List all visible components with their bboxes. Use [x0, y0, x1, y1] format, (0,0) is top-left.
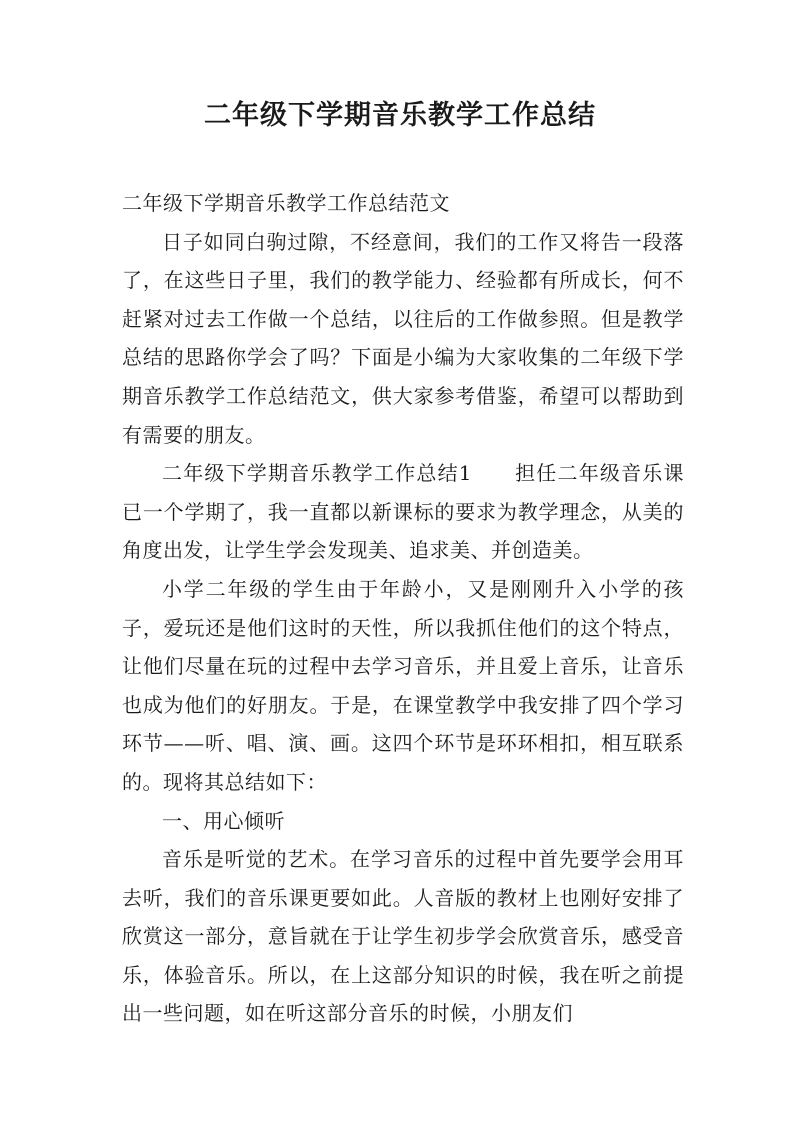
subtitle-paragraph: 二年级下学期音乐教学工作总结范文	[122, 191, 450, 215]
students-paragraph: 小学二年级的学生由于年龄小，又是刚刚升入小学的孩子，爱玩还是他们这时的天性，所以我抓住他们的这个特点，让他们尽量在玩的过程中去学习音乐，并且爱上音乐，让音乐也成为他们的好朋友。于是，在课堂教学中我安排了四个学习环节——听、唱、演、画。这四个环节是环环相扣，相互联系的。现将其总结如下：	[122, 576, 684, 794]
document-body	[122, 184, 684, 1033]
listening-paragraph: 音乐是听觉的艺术。在学习音乐的过程中首先要学会用耳去听，我们的音乐课更要如此。人音版的教材上也刚好安排了欣赏这一部分，意旨就在于让学生初步学会欣赏音乐，感受音乐，体验音乐。所以，在上这部分知识的时候，我在听之前提出一些问题，如在听这部分音乐的时候，小朋友们	[122, 847, 684, 1026]
document-title: 二年级下学期音乐教学工作总结	[204, 100, 596, 131]
summary-1-paragraph: 二年级下学期音乐教学工作总结1 担任二年级音乐课已一个学期了，我一直都以新课标的要求为教学理念，从美的角度出发，让学生学会发现美、追求美、并创造美。	[122, 461, 684, 563]
intro-paragraph: 日子如同白驹过隙，不经意间，我们的工作又将告一段落了，在这些日子里，我们的教学能力、经验都有所成长，何不赶紧对过去工作做一个总结，以往后的工作做参照。但是教学总结的思路你学会了吗？下面是小编为大家收集的二年级下学期音乐教学工作总结范文，供大家参考借鉴，希望可以帮助到有需要的朋友。	[122, 229, 684, 447]
section-heading-listen: 一、用心倾听	[162, 808, 285, 833]
